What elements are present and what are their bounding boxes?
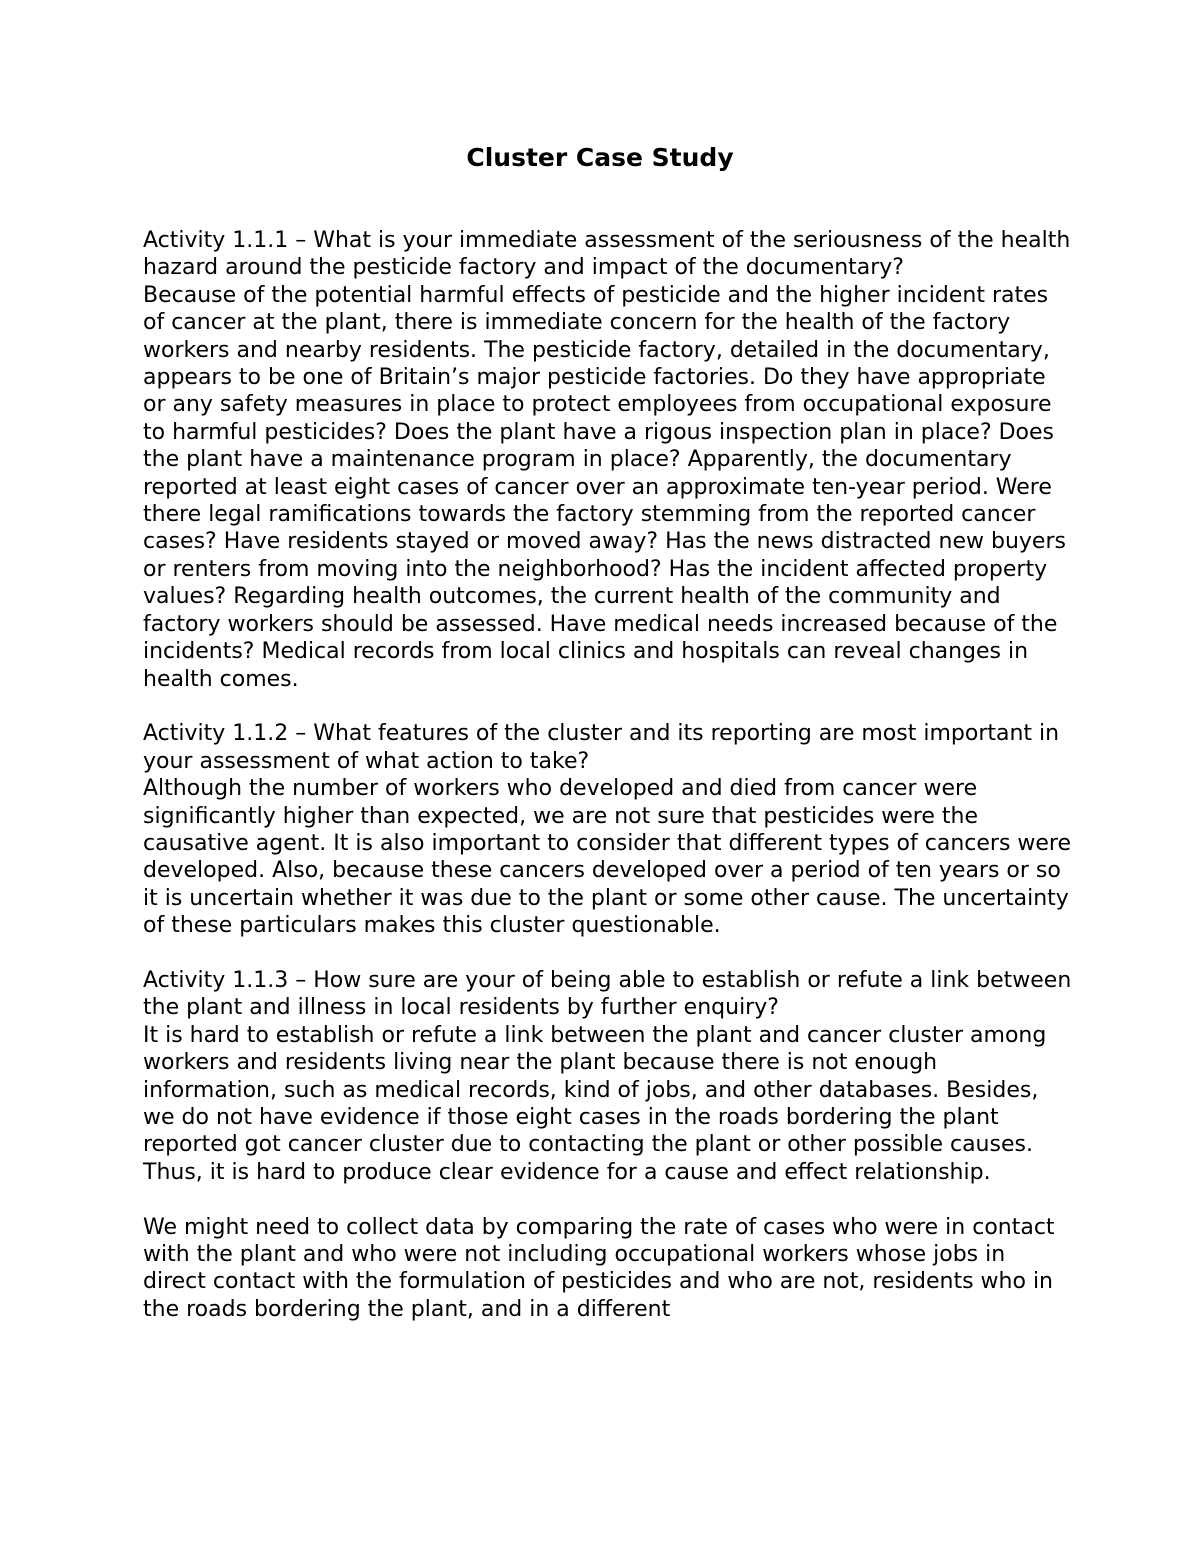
activity-answer: Because of the potential harmful effects of pesticide and the higher incident rates of cancer at the plant, there is immediate concern for the health of the factory workers and nearby residents. The pesticide factory, detailed in the documentary, appears to be one of Britain’s major pesticide factories. Do they have appropriate or any safety measures in place to protect employees from occupational exposure to harmful pesticides? Does the plant have a rigous inspection plan in place? Does the plant have a maintenance program in place? Apparently, the documentary reported at least eight cases of cancer over an approximate ten-year period. Were there legal ramifications towards the factory stemming from the reported cancer cases? Have residents stayed or moved away? Has the news distracted new buyers or renters from moving into the neighborhood? Has the incident affected property values? Regarding health outcomes, the current health of the community and factory workers should be assessed. Have medical needs increased because of the incidents? Medical records from local clinics and hospitals can reveal changes in health comes. [143, 282, 1066, 692]
activity-answer: Although the number of workers who developed and died from cancer were significantly higher than expected, we are not sure that pesticides were the causative agent. It is also important to consider that different types of cancers were developed. Also, because these cancers developed over a period of ten years or so it is uncertain whether it was due to the plant or some other cause. The uncertainty of these particulars makes this cluster questionable. [143, 776, 1072, 939]
document-body [143, 227, 1073, 1351]
activity-question: Activity 1.1.1 – What is your immediate assessment of the seriousness of the health hazard around the pesticide factory and impact of the documentary? [143, 228, 1071, 281]
activity-answer: It is hard to establish or refute a link between the plant and cancer cluster among workers and residents living near the plant because there is not enough information, such as medical records, kind of jobs, and other databases. Besides, we do not have evidence if those eight cases in the roads bordering the plant reported got cancer cluster due to contacting the plant or other possible causes. Thus, it is hard to produce clear evidence for a cause and effect relationship. [143, 1022, 1047, 1185]
activity-1-1-1-section [143, 227, 1073, 693]
activity-question: Activity 1.1.2 – What features of the cluster and its reporting are most important in your assessment of what action to take? [143, 721, 1060, 774]
document-title: Cluster Case Study [466, 143, 734, 172]
data-collection-paragraph [143, 1214, 1073, 1324]
activity-question: Activity 1.1.3 – How sure are your of being able to establish or refute a link between the plant and illness in local residents by further enquiry? [143, 967, 1072, 1021]
activity-1-1-3-section [143, 967, 1073, 1186]
activity-1-1-2-section [143, 720, 1073, 939]
body-paragraph: We might need to collect data by comparing the rate of cases who were in contact with the plant and who were not including occupational workers whose jobs in direct contact with the formulation of pesticides and who are not, residents who in the roads bordering the plant, and in a different [143, 1214, 1055, 1322]
